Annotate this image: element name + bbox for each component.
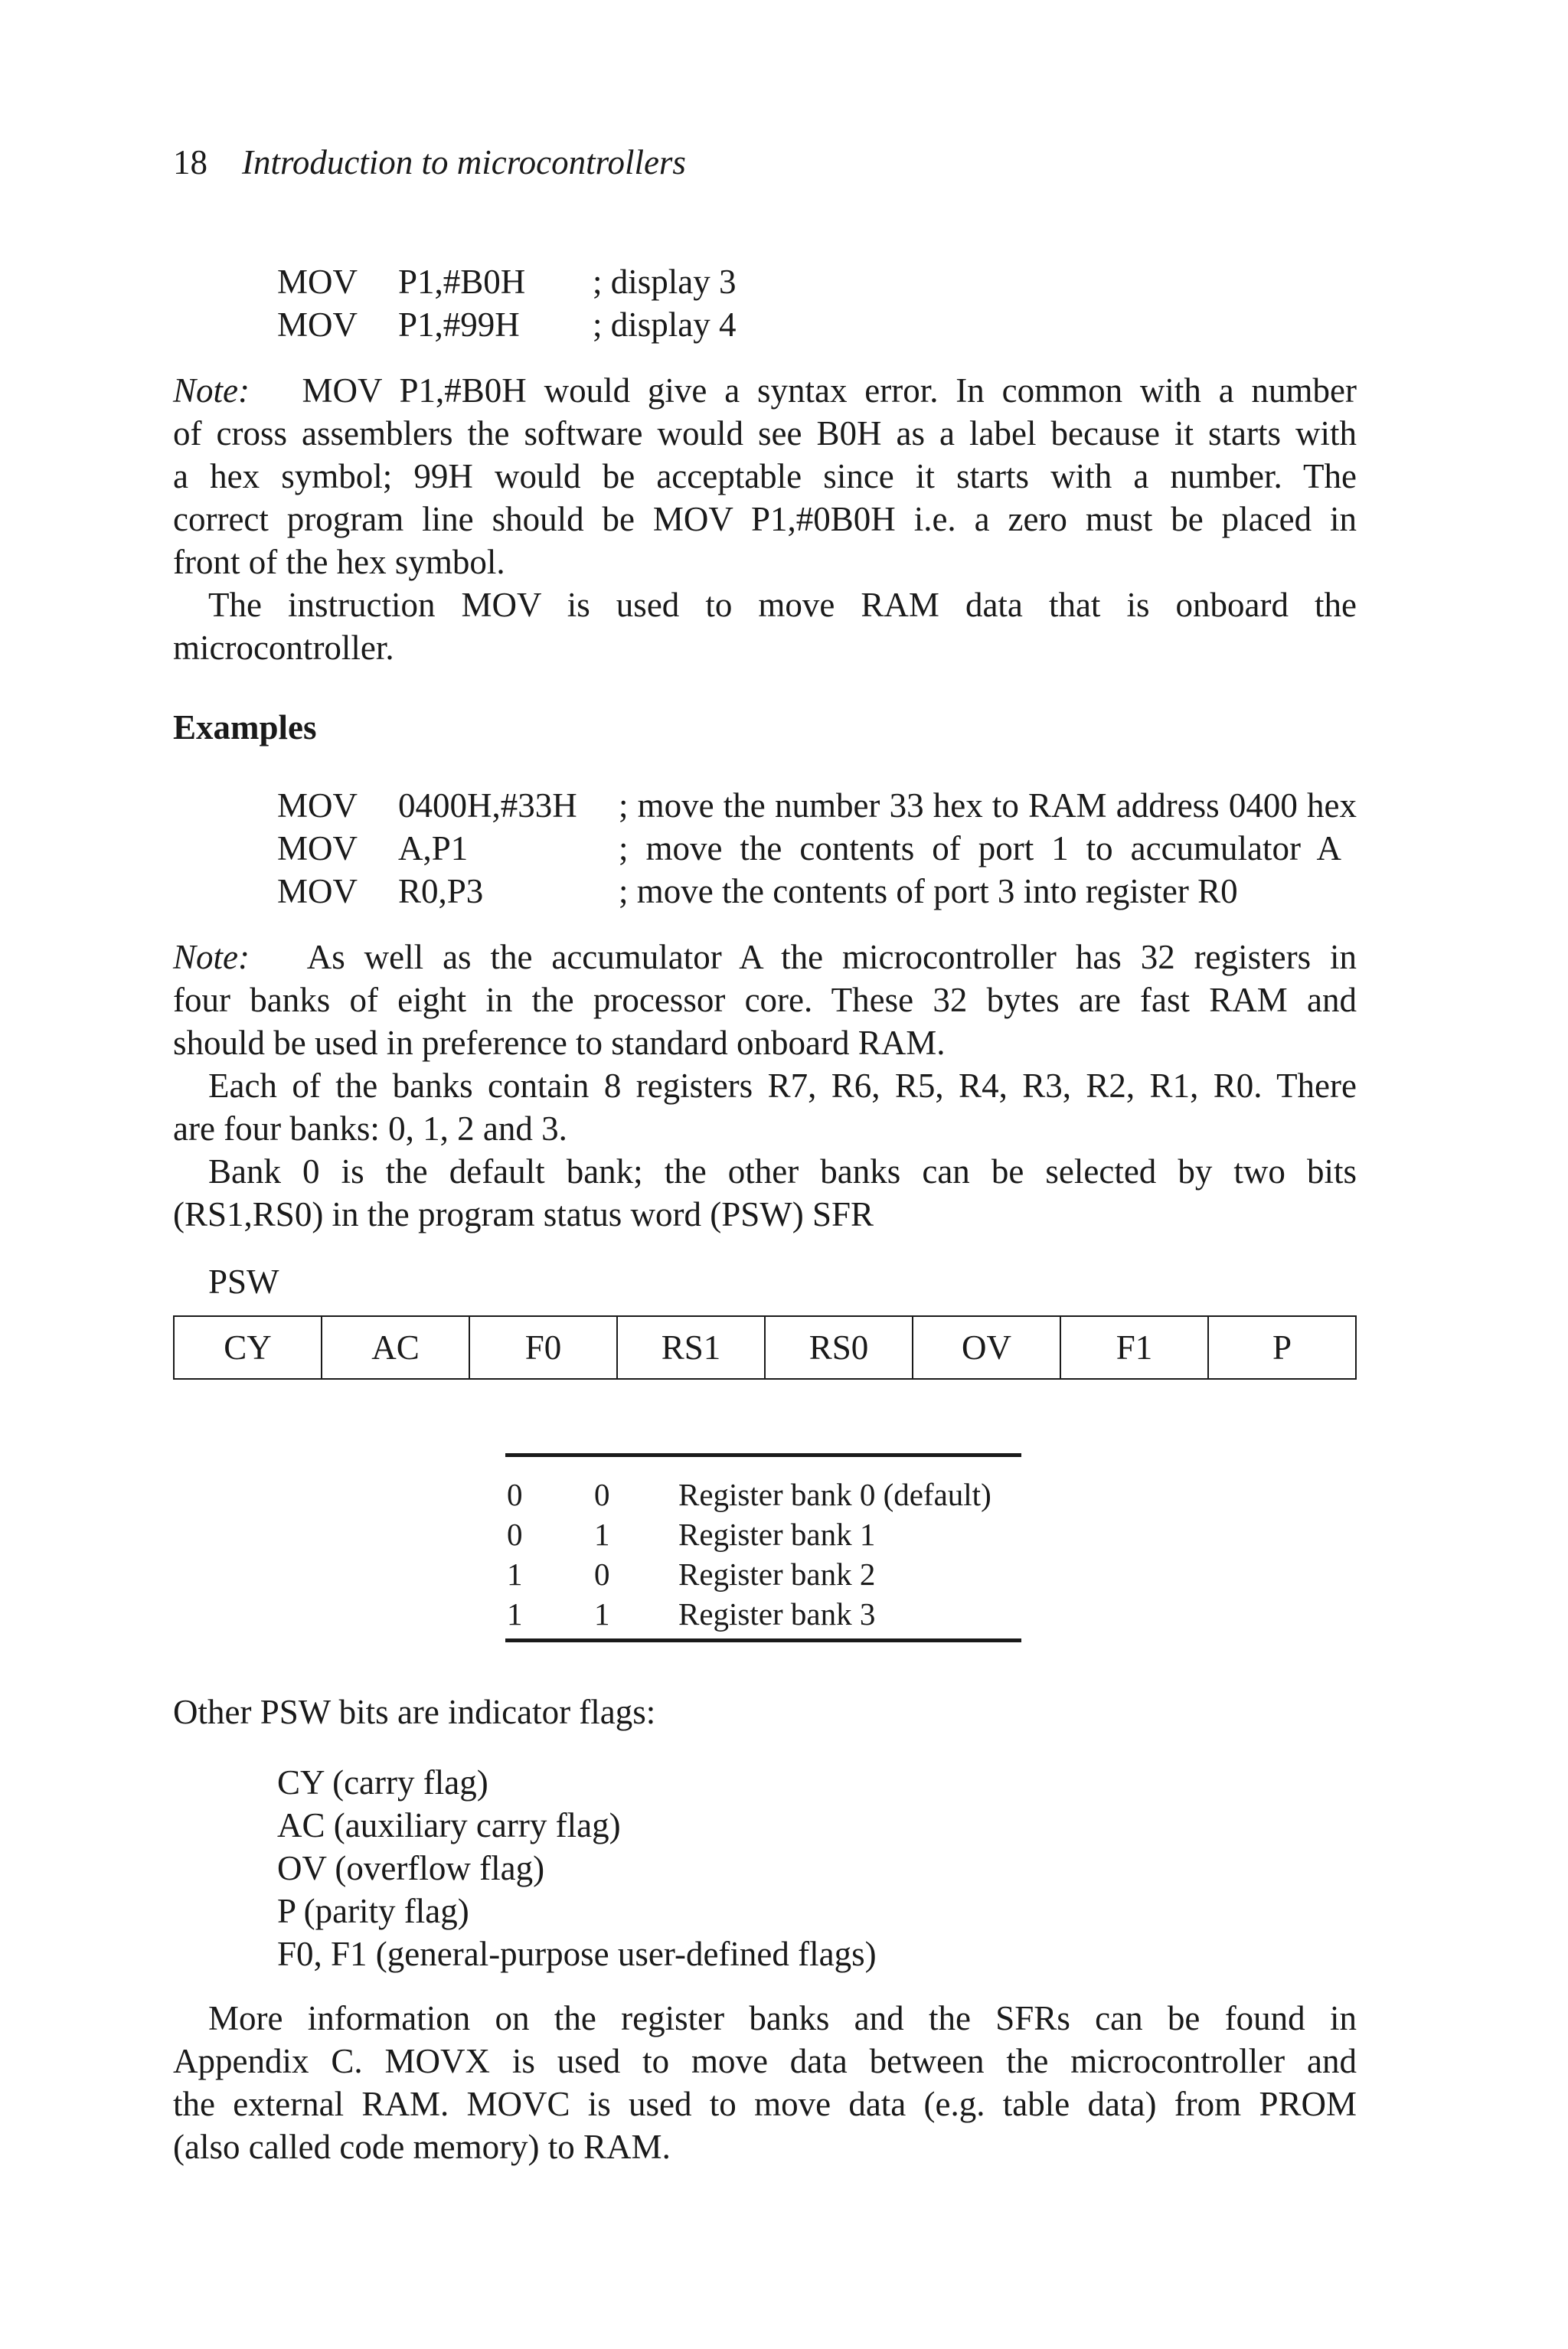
paragraph-text: (RS1,RS0) in the program status word (PSW) SFR	[173, 1195, 874, 1233]
psw-bit-cell: RS1	[617, 1316, 765, 1379]
psw-bit-row	[174, 1316, 1356, 1379]
note-paragraph-syntax	[173, 369, 1357, 583]
flag-item: P (parity flag)	[277, 1892, 469, 1930]
code-comment: ; move the number 33 hex to RAM address 0400 hex	[619, 786, 1357, 825]
code-op: MOV	[277, 305, 358, 344]
page-number: 18	[173, 143, 207, 181]
flag-item: AC (auxiliary carry flag)	[277, 1806, 621, 1844]
flags-intro: Other PSW bits are indicator flags:	[173, 1693, 656, 1731]
code-op: MOV	[277, 786, 358, 825]
note-paragraph-registers	[173, 936, 1357, 1064]
code-arg: R0,P3	[398, 872, 484, 910]
psw-label: PSW	[208, 1263, 279, 1301]
rs1-value: 0	[507, 1517, 523, 1552]
psw-bit-cell: F0	[469, 1316, 617, 1379]
note-text: front of the hex symbol.	[173, 543, 505, 581]
rs0-value: 1	[594, 1517, 610, 1552]
examples-heading: Examples	[173, 708, 317, 747]
flag-item: F0, F1 (general-purpose user-defined flags)	[277, 1935, 877, 1973]
bank-description: Register bank 0 (default)	[678, 1477, 991, 1512]
running-title: Introduction to microcontrollers	[242, 143, 686, 181]
paragraph-text: Bank 0 is the default bank; the other banks can be selected by two bits	[208, 1152, 1357, 1191]
flag-item: OV (overflow flag)	[277, 1849, 545, 1887]
rs1-value: 1	[507, 1596, 523, 1632]
note-text: four banks of eight in the processor core. These 32 bytes are fast RAM and	[173, 981, 1357, 1019]
paragraph-text: More information on the register banks and the SFRs can be found in	[208, 1999, 1357, 2037]
psw-bit-cell: OV	[913, 1316, 1060, 1379]
paragraph-text: microcontroller.	[173, 629, 394, 667]
code-op: MOV	[277, 829, 358, 867]
psw-register-table	[173, 1315, 1357, 1380]
table-bottom-rule	[505, 1638, 1021, 1642]
paragraph-text: (also called code memory) to RAM.	[173, 2128, 671, 2166]
note-text: correct program line should be MOV P1,#0B0H i.e. a zero must be placed in	[173, 500, 1357, 538]
note-text: MOV P1,#B0H would give a syntax error. In common with a number	[302, 371, 1357, 410]
bank-description: Register bank 1	[678, 1517, 876, 1552]
rs0-value: 1	[594, 1596, 610, 1632]
table-top-rule	[505, 1453, 1021, 1457]
paragraph-text: The instruction MOV is used to move RAM data that is onboard the	[208, 586, 1357, 624]
paragraph-banks	[173, 1064, 1357, 1150]
note-label: Note:	[173, 371, 250, 410]
note-text: should be used in preference to standard onboard RAM.	[173, 1024, 946, 1062]
code-arg: A,P1	[398, 829, 469, 867]
psw-bit-cell: F1	[1060, 1316, 1208, 1379]
paragraph-text: Appendix C. MOVX is used to move data between the microcontroller and	[173, 2042, 1357, 2080]
code-arg: P1,#99H	[398, 305, 520, 344]
note-label: Note:	[173, 938, 250, 976]
note-text: As well as the accumulator A the microcontroller has 32 registers in	[306, 938, 1357, 976]
paragraph-mov	[173, 583, 1357, 669]
psw-bit-cell: P	[1208, 1316, 1356, 1379]
note-text: a hex symbol; 99H would be acceptable since it starts with a number. The	[173, 457, 1357, 495]
code-op: MOV	[277, 872, 358, 910]
code-comment: ; display 4	[593, 305, 737, 344]
flag-item: CY (carry flag)	[277, 1763, 488, 1802]
paragraph-text: the external RAM. MOVC is used to move data (e.g. table data) from PROM	[173, 2085, 1357, 2123]
rs1-value: 1	[507, 1557, 523, 1592]
code-op: MOV	[277, 263, 358, 301]
code-arg: P1,#B0H	[398, 263, 526, 301]
psw-bit-cell: CY	[174, 1316, 322, 1379]
code-comment: ; move the contents of port 1 to accumulator A	[619, 829, 1341, 867]
paragraph-final	[173, 1997, 1357, 2168]
psw-bit-cell: RS0	[765, 1316, 913, 1379]
note-text: of cross assemblers the software would see B0H as a label because it starts with	[173, 414, 1357, 452]
rs1-value: 0	[507, 1477, 523, 1512]
bank-description: Register bank 2	[678, 1557, 876, 1592]
paragraph-text: are four banks: 0, 1, 2 and 3.	[173, 1109, 567, 1148]
rs0-value: 0	[594, 1477, 610, 1512]
paragraph-bank0	[173, 1150, 1357, 1236]
rs0-value: 0	[594, 1557, 610, 1592]
code-comment: ; move the contents of port 3 into register R0	[619, 872, 1238, 910]
code-comment: ; display 3	[593, 263, 737, 301]
code-arg: 0400H,#33H	[398, 786, 577, 825]
paragraph-text: Each of the banks contain 8 registers R7, R6, R5, R4, R3, R2, R1, R0. There	[208, 1067, 1357, 1105]
bank-description: Register bank 3	[678, 1596, 876, 1632]
psw-bit-cell: AC	[322, 1316, 469, 1379]
